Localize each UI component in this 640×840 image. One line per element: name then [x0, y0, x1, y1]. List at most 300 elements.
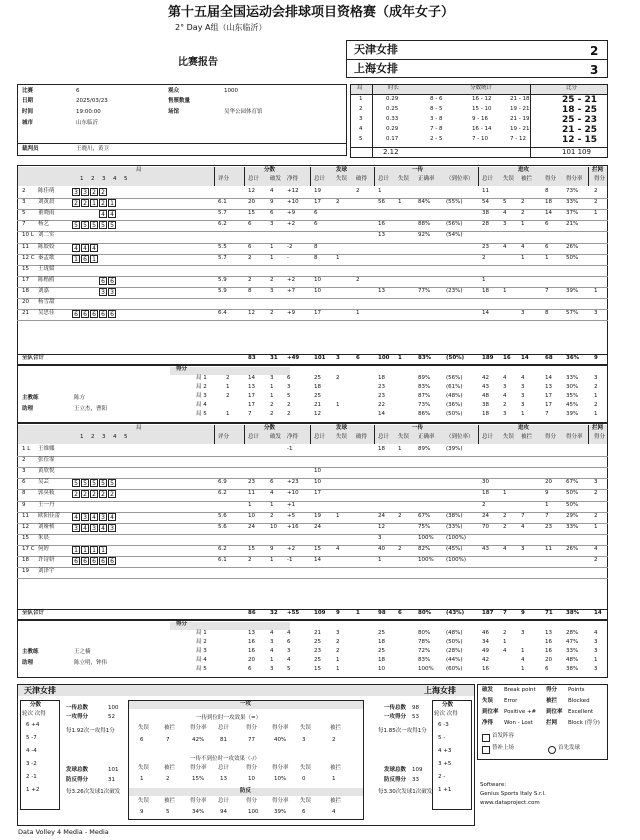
set-row-ablk: 3 — [521, 630, 525, 636]
head-att-err: 失误 — [503, 176, 515, 182]
set-position-box: 1 — [90, 546, 98, 554]
head-att-total: 总计 — [482, 176, 494, 182]
stat-tot: 2 — [248, 276, 252, 283]
stat-wl: +10 — [287, 199, 299, 206]
set-position-box — [108, 266, 116, 274]
set-position-box: 6 — [72, 310, 80, 318]
set-row-c: 1 — [270, 393, 274, 399]
stat-ablk: 4 — [521, 243, 525, 250]
set-position-box: 3 — [108, 288, 116, 296]
set-row-serr: 1 — [336, 402, 340, 408]
mid-header: 得分率 — [272, 798, 289, 804]
stat-rexc: (23%) — [446, 287, 463, 294]
b-l4: 防反得分 — [384, 777, 407, 783]
stat-stot: 10 — [314, 276, 321, 283]
stat-apct: 26% — [566, 243, 579, 250]
mid-header: 总计 — [218, 765, 230, 771]
set-partial-2: 16 - 14 — [472, 126, 492, 132]
set-row-ablk: 1 — [521, 411, 525, 417]
set-position-box: 2 — [90, 188, 98, 196]
set-position-box — [81, 277, 89, 285]
set-duration: 0.17 — [386, 136, 399, 142]
set-row-akill: 16 — [545, 648, 552, 654]
set-row-atot: 34 — [482, 639, 489, 645]
player-name: 刘嘉 — [38, 287, 50, 294]
set-row-aerr: 3 — [503, 384, 507, 390]
set-row-c: 3 — [270, 666, 274, 672]
set-number: 4 — [359, 126, 363, 132]
mid-sub1: 一传到位时一攻效果（=） — [196, 715, 262, 721]
mid-header: 失误 — [138, 765, 150, 771]
total-bp: 32 — [270, 610, 278, 616]
set-row-d: 3 — [287, 648, 291, 654]
set-row-rexc: (48%) — [446, 393, 463, 399]
stat-wl: +9 — [287, 210, 296, 217]
player-name: 吴芸 — [38, 479, 50, 486]
set-row-atot: 48 — [482, 393, 489, 399]
set-position-box — [72, 568, 80, 576]
set-row-label: 局 1 — [196, 375, 207, 381]
a-n1: 每1.92次一攻得1分 — [66, 728, 115, 734]
set-row-stot: 21 — [314, 630, 321, 636]
set-row-apct: 30% — [566, 384, 579, 390]
set-position-box — [90, 232, 98, 240]
a-n2: 每3.26次发球1次破发 — [66, 789, 121, 795]
set-row-d: 4 — [287, 630, 291, 636]
set-row-a: 2 — [226, 393, 230, 399]
mid-value: 13 — [220, 776, 227, 782]
set-position-box: 3 — [108, 524, 116, 532]
head-set-4: 4 — [113, 434, 117, 440]
set-position-box — [72, 502, 80, 510]
stat-stot: 24 — [314, 523, 321, 530]
set-row-akill: 17 — [545, 402, 552, 408]
mid-value: 40% — [274, 737, 287, 743]
set-position-box — [81, 232, 89, 240]
rule — [588, 167, 589, 186]
set-position-box — [90, 446, 98, 454]
set-row-apct: 48% — [566, 657, 579, 663]
rotation-entry: 1 +2 — [26, 787, 40, 793]
set-duration: 0.29 — [386, 126, 399, 132]
set-row-stot: 25 — [314, 393, 321, 399]
stat-rpos: 92% — [418, 232, 431, 239]
stat-apct: 26% — [566, 545, 579, 552]
set-row-rpos: 83% — [418, 384, 431, 390]
legend-mark-icon — [482, 746, 490, 754]
head-set-4: 4 — [113, 176, 117, 182]
set-position-box — [108, 457, 116, 465]
set-score: 12 - 15 — [562, 135, 598, 145]
total-label: 全队合计 — [22, 355, 45, 361]
legend-en: Positive +# — [504, 709, 537, 715]
rule — [244, 167, 245, 186]
mid-value: 39% — [274, 809, 287, 815]
legend-zh: 破发 — [482, 687, 494, 693]
page-title: 第十五届全国运动会排球项目资格赛（成年女子） — [168, 5, 455, 20]
rotation-entry: 2 -1 — [26, 774, 37, 780]
set-row-atot: 38 — [482, 402, 489, 408]
mid-header: 被拦 — [330, 798, 342, 804]
set-position-box — [108, 232, 116, 240]
player-number: 9 — [22, 501, 26, 508]
head-block: 拦网 — [592, 167, 604, 173]
set-row-atot: 18 — [482, 411, 489, 417]
player-name: 陈楷鸥 — [38, 276, 55, 283]
set-position-box — [99, 535, 107, 543]
rotation-entry: 4 +3 — [438, 748, 452, 754]
mid-header: 失误 — [300, 725, 312, 731]
set-row-aerr: 4 — [503, 393, 507, 399]
stat-stot: 17 — [314, 490, 321, 497]
stat-rtot: 18 — [378, 446, 385, 452]
set-row-label: 局 2 — [196, 639, 207, 645]
team-b-assistant: 陈立明，钟伟 — [74, 660, 108, 666]
player-number: 17 C — [22, 545, 35, 552]
software-label: Software: — [480, 782, 507, 788]
rule — [214, 167, 215, 186]
total-blk: 14 — [594, 610, 602, 616]
set-position-box: 1 — [108, 199, 116, 207]
mid-header: 得分率 — [272, 725, 289, 731]
set-partial-3: 21 - 18 — [510, 96, 530, 102]
set-row-rtot: 23 — [378, 384, 385, 390]
legend-mark: 替补上场 — [492, 745, 515, 751]
stat-tot: 2 — [248, 557, 252, 563]
head-rec-total: 总计 — [378, 434, 390, 440]
set-row-stot: 12 — [314, 411, 321, 417]
player-name: 王维娜 — [38, 446, 55, 452]
stat-blk: 2 — [594, 490, 598, 497]
stat-tot: 12 — [248, 188, 255, 194]
set-row-c: 2 — [270, 411, 274, 417]
player-name: 许诗妍 — [38, 557, 55, 563]
stat-apct: 50% — [566, 254, 579, 261]
set-row-akill: 13 — [545, 630, 552, 636]
set-row-b: 17 — [248, 402, 255, 408]
set-row-aerr: 1 — [503, 639, 507, 645]
set-row-c: 2 — [270, 402, 274, 408]
stat-wl: +10 — [287, 490, 299, 497]
set-row-atot: 46 — [482, 630, 489, 636]
set-score: 21 - 25 — [562, 125, 598, 135]
set-position-box: 4 — [81, 244, 89, 252]
head-bp: 破发 — [270, 176, 282, 182]
legend-en: Excellent — [568, 709, 594, 715]
total-rerr: 6 — [398, 610, 402, 616]
player-number: 12 — [22, 523, 29, 530]
head-serve-total: 总计 — [314, 176, 326, 182]
stat-bp: 6 — [270, 479, 274, 486]
rule — [478, 425, 479, 444]
match-info-box — [17, 84, 347, 156]
rule — [310, 167, 311, 186]
set-duration: 0.29 — [386, 96, 399, 102]
stat-akill: 6 — [545, 243, 549, 250]
rotation-entry: 4 -4 — [26, 748, 37, 754]
player-name: 杨雪甜 — [38, 299, 55, 305]
mid-value: 81 — [220, 737, 227, 743]
set-row-ablk: 4 — [521, 375, 525, 381]
rotation-entry: 2 - — [438, 774, 446, 780]
set-position-box — [108, 255, 116, 263]
mid-value: 100 — [248, 809, 259, 815]
head-block: 拦网 — [592, 425, 604, 431]
stat-rt: 6.1 — [218, 199, 227, 206]
stat-rt: 5.7 — [218, 254, 227, 261]
a-v4: 31 — [108, 777, 115, 783]
stat-sace: 1 — [356, 310, 360, 317]
head-att-blocked: 被拦 — [521, 434, 533, 440]
mid-value: 6 — [302, 809, 306, 815]
set-row-rtot: 23 — [378, 393, 385, 399]
total-akill: 68 — [545, 355, 553, 361]
set-position-box: 5 — [72, 479, 80, 487]
set-row-rtot: 25 — [378, 648, 385, 654]
stat-wl: +2 — [287, 545, 296, 552]
set-position-box: 3 — [99, 288, 107, 296]
set-position-box: 3 — [99, 513, 107, 521]
rule — [478, 167, 479, 186]
mid-header: 被拦 — [164, 798, 176, 804]
legend-mark: 首先发球 — [558, 745, 581, 751]
info-time-label: 时间 — [22, 109, 34, 115]
set-position-box: 6 — [108, 277, 116, 285]
set-position-box — [90, 502, 98, 510]
set-position-box: 3 — [81, 188, 89, 196]
stat-rt: 5.7 — [218, 210, 227, 217]
set-position-box: 2 — [81, 490, 89, 498]
player-number: 19 — [22, 568, 29, 575]
stat-tot: 8 — [248, 287, 252, 294]
set-position-box — [72, 288, 80, 296]
player-set-lineup — [72, 568, 117, 584]
set-position-box — [90, 299, 98, 307]
stat-tot: 2 — [248, 254, 252, 261]
info-city-label: 城市 — [22, 120, 34, 126]
legend-en: Block (得分) — [568, 720, 600, 726]
head-att-err: 失误 — [503, 434, 515, 440]
stat-blk: 2 — [594, 512, 598, 519]
stat-rerr: 2 — [398, 545, 402, 552]
stat-tot: 20 — [248, 199, 255, 206]
set-row-atot: 42 — [482, 375, 489, 381]
set-row-label: 局 4 — [196, 402, 207, 408]
player-name: 陈佳萌 — [38, 188, 55, 194]
mid-header: 得分率 — [272, 765, 289, 771]
stat-wl: +2 — [287, 221, 296, 228]
mid-value: 5 — [166, 809, 170, 815]
stat-aerr: 4 — [503, 243, 507, 250]
set-position-box — [99, 568, 107, 576]
set-position-box: 1 — [99, 546, 107, 554]
stat-atot: 2 — [482, 254, 486, 261]
set-position-box — [72, 210, 80, 218]
rotation-entry: 3 -2 — [26, 761, 37, 767]
stat-wl: +12 — [287, 188, 299, 194]
set-row-blk: 4 — [594, 630, 598, 636]
set-position-box: 5 — [90, 479, 98, 487]
stat-bp: 4 — [270, 188, 274, 194]
set-row-apct: 38% — [566, 666, 579, 672]
set-position-box: 4 — [90, 513, 98, 521]
set-row-b: 17 — [248, 393, 255, 399]
head-rec-exc: （到位率） — [446, 176, 474, 182]
head-serve: 发球 — [336, 425, 348, 431]
set-row-c: 1 — [270, 657, 274, 663]
stat-wl: +16 — [287, 523, 299, 530]
set-position-box: 1 — [72, 255, 80, 263]
stat-atot: 11 — [482, 188, 489, 194]
player-number: 2 — [22, 188, 26, 194]
legend-en: Points — [568, 687, 585, 693]
total-rtot: 98 — [378, 610, 386, 616]
head-serve-total: 总计 — [314, 434, 326, 440]
set-partial-3: 21 - 19 — [510, 116, 530, 122]
set-position-box: 6 — [108, 557, 116, 565]
player-name: 黄欣悦 — [38, 468, 55, 475]
total-rexc: (43%) — [446, 610, 465, 616]
head-bp: 破发 — [270, 434, 282, 440]
legend-en: Error — [504, 698, 518, 704]
stat-akill: 14 — [545, 210, 552, 217]
mid-header: 得分率 — [190, 798, 207, 804]
player-number: 6 — [22, 479, 26, 486]
stat-ablk: 3 — [521, 545, 525, 552]
player-number: 5 — [22, 210, 26, 217]
stat-apct: 33% — [566, 523, 579, 530]
band — [170, 367, 290, 375]
team-a-set-breakdown — [17, 365, 608, 423]
set-row-b: 20 — [248, 657, 255, 663]
info-time-value: 19:00:00 — [76, 109, 101, 115]
info-date-label: 日期 — [22, 98, 34, 104]
stat-wl: +23 — [287, 479, 299, 486]
team-b-rot-sub: 轮次 次得 — [434, 711, 458, 717]
set-row-rexc: (28%) — [446, 648, 463, 654]
sets-head-set: 局 — [357, 85, 363, 91]
set-row-atot: 49 — [482, 648, 489, 654]
stat-akill: 8 — [545, 188, 549, 194]
mid-value: 1 — [140, 776, 144, 782]
set-position-box — [99, 255, 107, 263]
app-name: Data Volley 4 Media - Media — [18, 828, 109, 836]
mid-value: 3 — [302, 737, 306, 743]
set-row-d: 5 — [287, 393, 291, 399]
head-rec-total: 总计 — [378, 176, 390, 182]
stat-akill: 8 — [545, 310, 549, 317]
stat-ablk: 2 — [521, 210, 525, 217]
stat-rexc: (33%) — [446, 523, 463, 530]
set-position-box: 2 — [99, 199, 107, 207]
stat-stot: 14 — [314, 557, 321, 563]
stat-rexc: (100%) — [446, 534, 467, 541]
head-rec-exc: （到位率） — [446, 434, 474, 440]
stat-wl: +7 — [287, 287, 296, 294]
set-number: 5 — [359, 136, 363, 142]
mid-value: 15% — [192, 776, 205, 782]
total-apct: 36% — [566, 355, 580, 361]
set-position-box: 1 — [90, 255, 98, 263]
total-akill: 71 — [545, 610, 553, 616]
set-position-box — [90, 288, 98, 296]
set-position-box — [90, 266, 98, 274]
set-position-box — [72, 299, 80, 307]
set-position-box — [99, 232, 107, 240]
stat-rtot: 12 — [378, 523, 385, 530]
stat-rexc: (45%) — [446, 545, 463, 552]
stat-sace: 2 — [356, 276, 360, 283]
player-number: 1 L — [22, 446, 31, 452]
set-position-box: 6 — [99, 557, 107, 565]
stat-akill: 11 — [545, 545, 552, 552]
set-position-box — [81, 568, 89, 576]
player-name: 陈姣姣 — [38, 243, 55, 250]
mid-value: 1 — [332, 776, 336, 782]
stat-aerr: 2 — [503, 523, 507, 530]
set-row-atot: 16 — [482, 666, 489, 672]
rule — [17, 365, 608, 366]
rule — [17, 354, 608, 355]
mid-header: 被拦 — [330, 725, 342, 731]
mid-header: 被拦 — [164, 765, 176, 771]
head-att-pct: 得分率 — [566, 434, 583, 440]
page-subtitle: 2° Day A组（山东临沂） — [175, 23, 267, 32]
stat-rt: 6.1 — [218, 557, 227, 563]
info-referee-label: 裁判员 — [22, 146, 39, 152]
total-sace: 6 — [356, 355, 360, 361]
stat-apct: 67% — [566, 479, 579, 486]
stat-atot: 70 — [482, 523, 489, 530]
stat-aerr: 2 — [503, 512, 507, 519]
stat-tot: 15 — [248, 545, 255, 552]
set-position-box: 4 — [99, 524, 107, 532]
set-row-blk: 3 — [594, 666, 598, 672]
stat-atot: 38 — [482, 210, 489, 217]
set-number: 2 — [359, 106, 363, 112]
stat-akill: 1 — [545, 254, 549, 261]
b-n2: 每3.30次发球1次破发 — [378, 789, 433, 795]
stat-stot: 17 — [314, 199, 321, 206]
set-position-box — [99, 502, 107, 510]
player-number: 11 — [22, 512, 29, 519]
mid-value: 10% — [274, 776, 287, 782]
stat-rt: 5.6 — [218, 523, 227, 530]
stat-bp: 1 — [270, 557, 274, 563]
stat-stot: 19 — [314, 188, 321, 194]
mid-header: 失误 — [138, 798, 150, 804]
player-name: 秦孟歌 — [38, 254, 55, 261]
set-position-box — [72, 277, 80, 285]
stat-rexc: (54%) — [446, 232, 463, 239]
set-row-serr: 2 — [336, 375, 340, 381]
mid-value: 94 — [220, 809, 227, 815]
band — [170, 622, 290, 630]
total-rerr: 1 — [398, 355, 402, 361]
stat-tot: 1 — [248, 501, 252, 508]
set-row-stot: 15 — [314, 666, 321, 672]
stat-rpos: 100% — [418, 534, 434, 541]
set-row-rexc: (50%) — [446, 411, 463, 417]
stat-atot: 23 — [482, 243, 489, 250]
total-tot: 86 — [248, 610, 256, 616]
head-rec-pos: 正确率 — [418, 434, 435, 440]
stat-aerr: 1 — [503, 490, 507, 497]
head-points: 分数 — [264, 425, 276, 431]
stat-rt: 6.2 — [218, 221, 227, 228]
set-row-label: 局 4 — [196, 657, 207, 663]
set-row-rtot: 18 — [378, 375, 385, 381]
